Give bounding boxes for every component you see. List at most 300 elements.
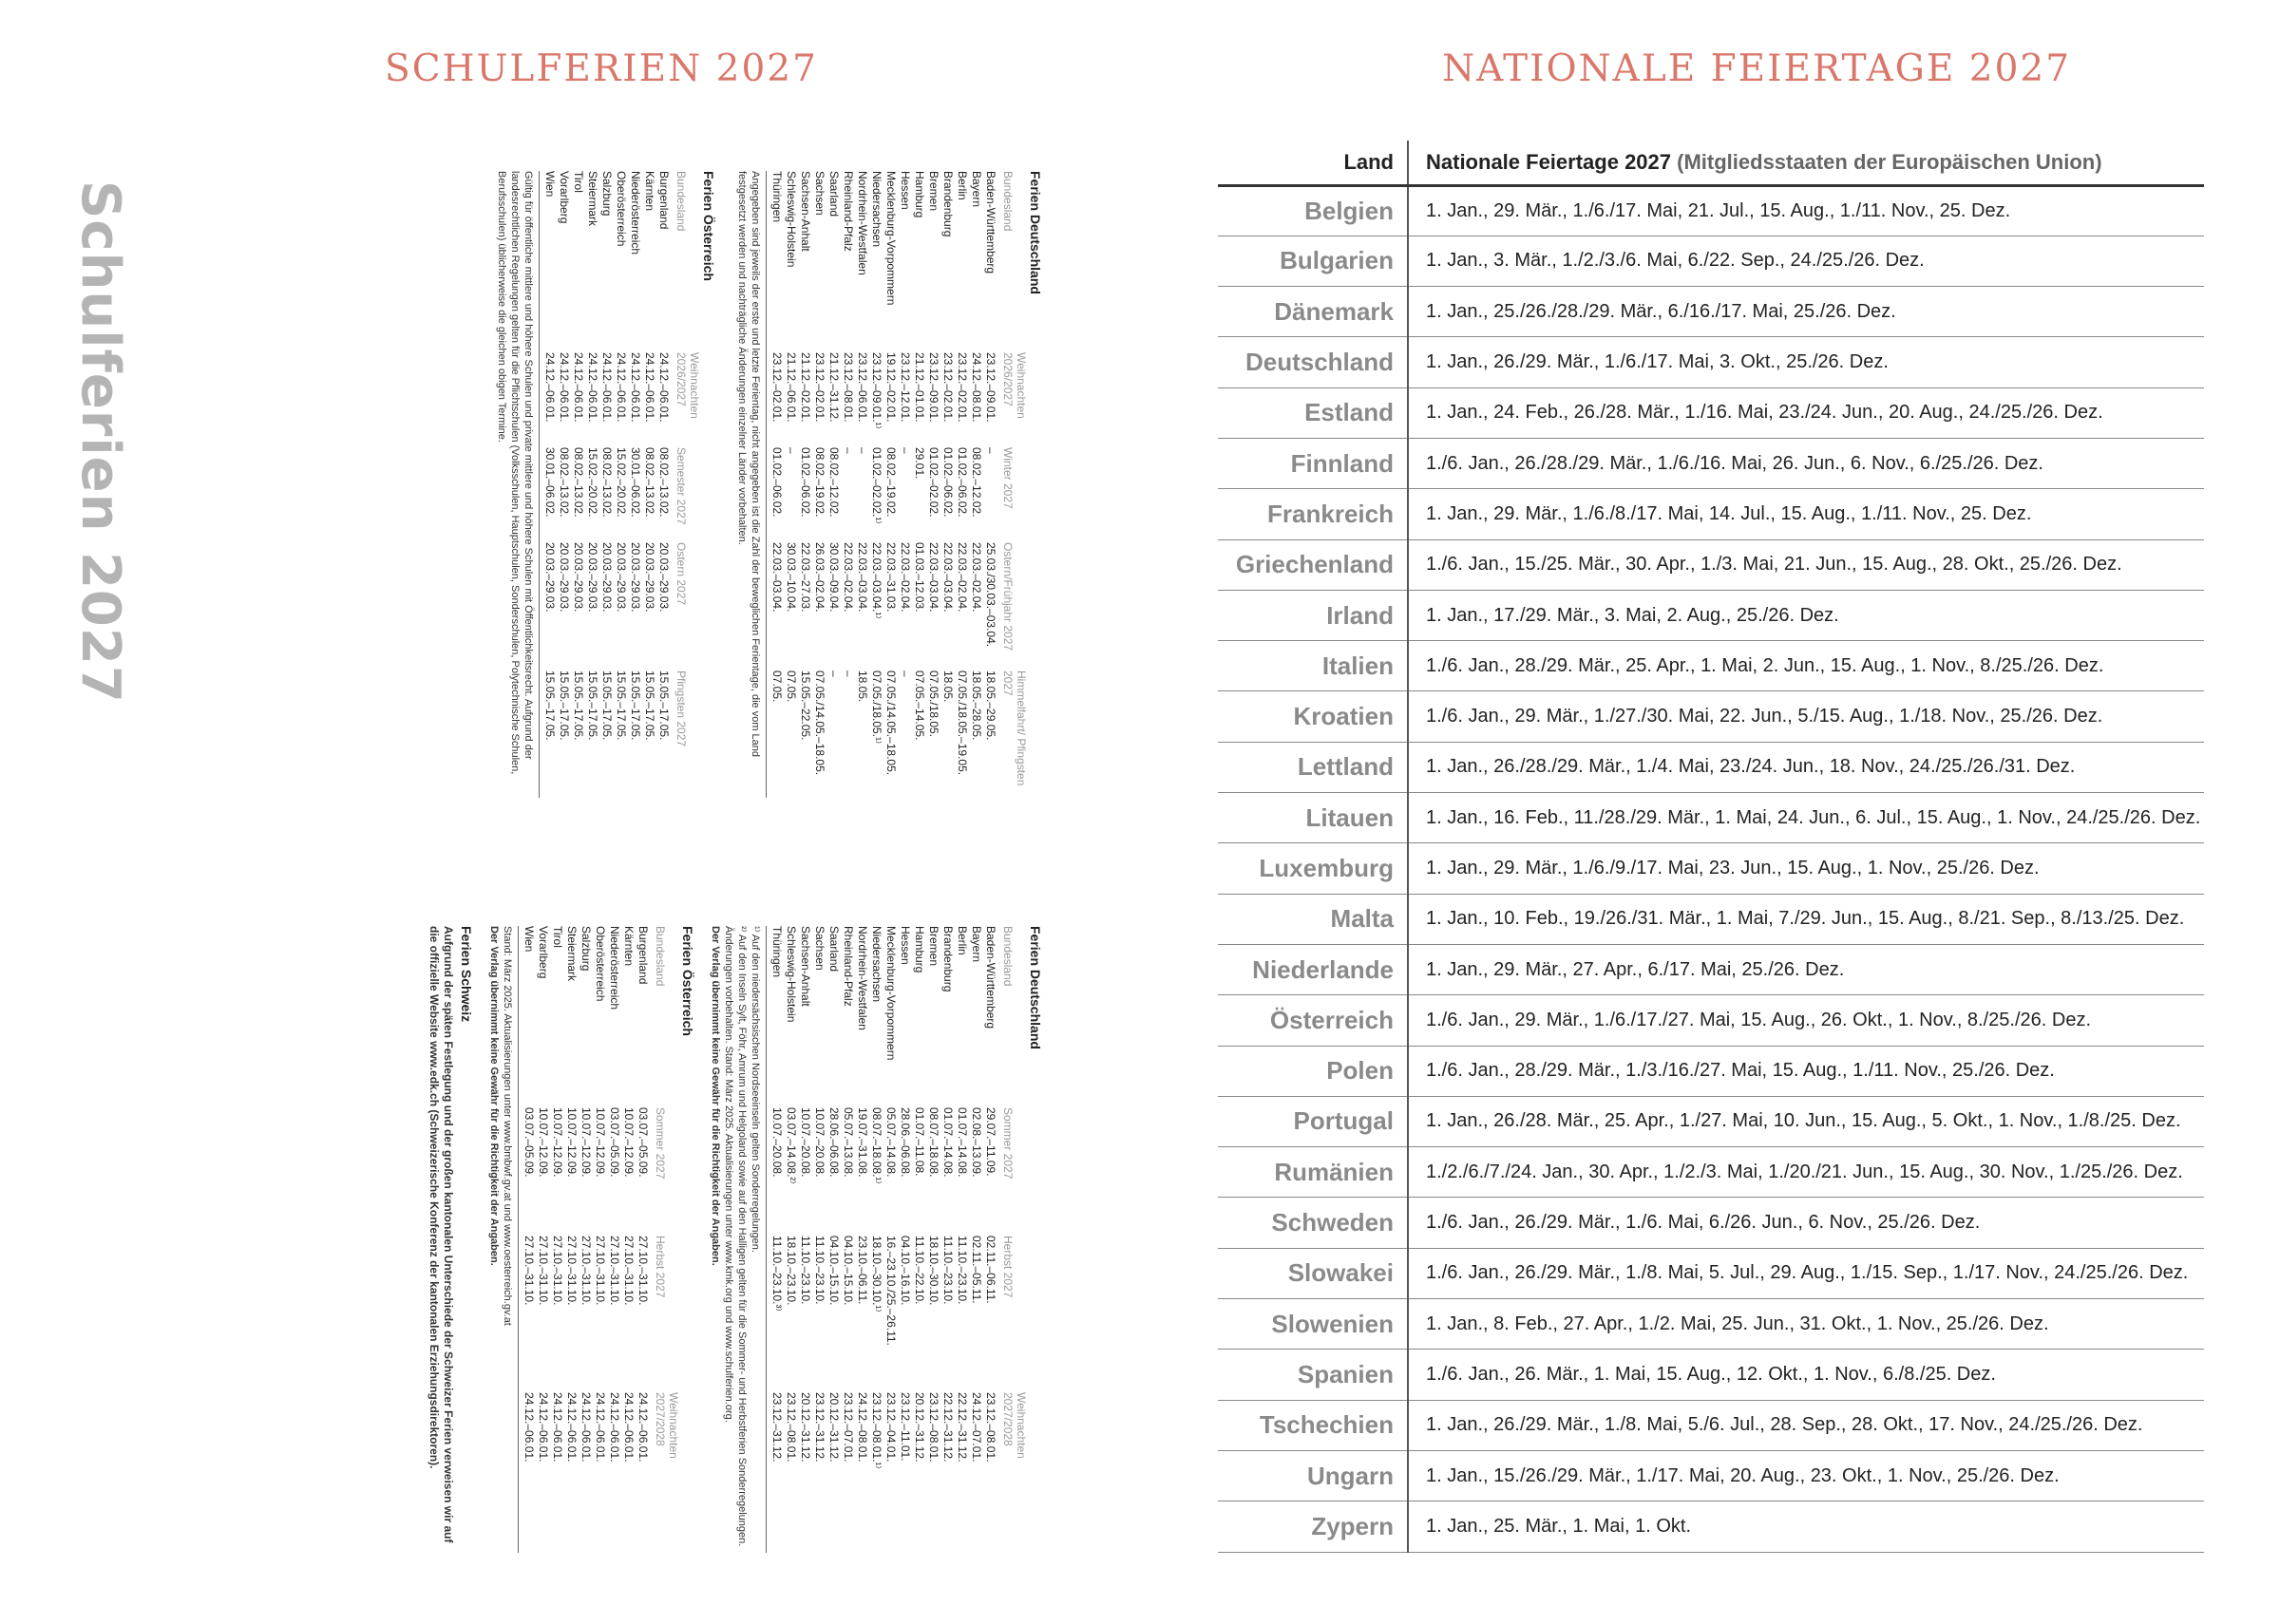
holiday-period: 01.02.–02.02.: [927, 447, 940, 518]
state-name: Baden-Württemberg: [984, 171, 998, 274]
table-row: [1218, 641, 2204, 691]
state-name: Wien: [543, 171, 557, 198]
state-name: Thüringen: [770, 171, 784, 223]
holiday-period: 22.03.–02.04.: [899, 542, 912, 613]
table-row: [614, 171, 628, 793]
austria-title-a: Ferien Österreich: [701, 171, 716, 281]
holiday-period: 18.05.: [941, 670, 955, 703]
holiday-period: 20.03.–29.03.: [643, 542, 656, 613]
holiday-period: 23.12.–11.01.: [899, 1392, 912, 1462]
table-row: [940, 926, 955, 1515]
holiday-period: 03.07.–05.09.: [522, 1107, 536, 1178]
austria-disclaimer-b: [487, 926, 501, 1553]
holiday-period: 22.03.–03.04.: [856, 542, 869, 613]
holiday-period: 27.10.–31.10.: [636, 1236, 650, 1306]
state-name: Tirol: [572, 171, 585, 193]
holiday-period: 20.03.–29.03.: [600, 542, 614, 613]
holiday-period: 22.03.–03.04.: [941, 542, 955, 613]
germany-subtitle-a: Bundesland: [1001, 171, 1015, 232]
table-row: [841, 926, 855, 1515]
germany-footnotes-b: ¹⁾ Auf den niedersächsischen Nordseeinseln gelten Sonderregelungen. ²⁾ Auf den Inseln Sylt, Föhr, Amrum und Helgoland sowie auf den Halligen gelten für die Sommer- und Herbstferien Sonderregelungen. Änderungen vorbehalten. Stand: März 2025. Aktualisierungen unter www.kmk.org und www.schulferien.org.: [723, 926, 761, 1547]
table-row: [1218, 590, 2204, 640]
table-row: [969, 171, 983, 793]
table-row: [798, 171, 812, 793]
holiday-period: 22.03.–03.04.: [927, 542, 940, 613]
holiday-period: 07.05./14.05.–18.05.: [813, 670, 826, 776]
switzerland-note: [427, 926, 455, 1553]
holiday-period: 08.02.–13.02.: [657, 447, 671, 518]
holiday-dates: 1. Jan., 15./26./29. Mär., 1./17. Mai, 20. Aug., 23. Okt., 1. Nov., 25./26. Dez.: [1408, 1450, 2204, 1501]
state-name: Thüringen: [770, 926, 784, 978]
disclaimer-text: Der Verlag übernimmt keine Gewähr für die Richtigkeit der Angaben.: [488, 926, 500, 1266]
holiday-dates: 1. Jan., 16. Feb., 11./28./29. Mär., 1. Mai, 24. Jun., 6. Jul., 15. Aug., 1. Nov., 24./25./26. Dez.: [1408, 793, 2204, 843]
column-header: Herbst 2027: [654, 1236, 667, 1298]
state-name: Rheinland-Pfalz: [842, 171, 855, 252]
state-name: Tirol: [551, 926, 564, 948]
table-row: [1218, 287, 2204, 337]
holiday-dates: 1./6. Jan., 15./25. Mär., 30. Apr., 1./3. Mai, 21. Jun., 15. Aug., 28. Okt., 25./26. Dez.: [1408, 539, 2204, 590]
country-name: Tschechien: [1218, 1400, 1408, 1450]
country-name: Slowakei: [1218, 1248, 1408, 1298]
holiday-period: 22.12.–31.12.: [956, 1392, 969, 1463]
holiday-dates: 1. Jan., 29. Mär., 1./6./17. Mai, 21. Jul., 15. Aug., 1./11. Nov., 25. Dez.: [1408, 185, 2204, 236]
holiday-period: 20.03.–29.03.: [657, 542, 671, 613]
column-header: Weihnachten 2026/2027: [674, 352, 701, 419]
table-row: [955, 926, 969, 1515]
country-name: Portugal: [1218, 1096, 1408, 1146]
holiday-period: 07.05./18.05.–19.05.: [956, 670, 969, 776]
divider: [539, 171, 540, 798]
holiday-period: 24.12.–06.01.: [580, 1392, 593, 1463]
table-row: [550, 926, 564, 1515]
holiday-period: 15.05.–17.05.: [600, 670, 614, 741]
school-holidays-panel-b: [179, 926, 1043, 1553]
holiday-period: 04.10.–15.10.: [842, 1236, 855, 1306]
table-row: [869, 926, 884, 1515]
holiday-period: 15.05.–17.05.: [572, 670, 585, 741]
holiday-period: 27.10.–31.10.: [565, 1236, 579, 1306]
state-name: Vorarlberg: [537, 926, 550, 979]
holiday-period: 10.07.–20.08.: [813, 1107, 826, 1178]
holiday-period: 20.03.–29.03.: [586, 542, 599, 613]
country-name: Irland: [1218, 590, 1408, 640]
holiday-period: 10.07.–12.09.: [537, 1107, 550, 1178]
holiday-dates: 1./6. Jan., 29. Mär., 1./27./30. Mai, 22. Jun., 5./15. Aug., 1./18. Nov., 25./26. Dez.: [1408, 691, 2204, 742]
holiday-period: –: [842, 447, 855, 454]
holiday-period: 15.05.–17.05.: [657, 670, 671, 741]
country-name: Belgien: [1218, 185, 1408, 236]
holiday-period: 23.12.–08.01.: [984, 1392, 998, 1463]
table-row: [536, 926, 550, 1515]
holiday-rows: [1218, 185, 2204, 1552]
state-name: Sachsen-Anhalt: [799, 926, 812, 1007]
holiday-period: 27.10.–31.10.: [522, 1236, 536, 1306]
holiday-period: 20.03.–29.03.: [572, 542, 585, 613]
holiday-period: 08.07.–18.08.¹⁾: [870, 1107, 884, 1184]
holiday-period: 24.12.–06.01.: [586, 352, 599, 423]
table-row: [1218, 1501, 2204, 1552]
holiday-period: 23.12.–12.01.: [899, 352, 912, 423]
table-row: [642, 171, 656, 793]
state-name: Bayern: [970, 926, 983, 963]
state-name: Wien: [522, 926, 536, 953]
holiday-period: 24.12.–06.01.: [615, 352, 628, 423]
holiday-period: 23.10.–06.11.: [856, 1236, 869, 1305]
table-row: [522, 926, 536, 1515]
country-name: Polen: [1218, 1046, 1408, 1096]
table-row: [912, 926, 926, 1515]
table-row: [1218, 1248, 2204, 1298]
state-name: Brandenburg: [941, 926, 955, 992]
table-row: [1218, 691, 2204, 742]
holiday-period: 04.10.–16.10.: [899, 1236, 912, 1306]
state-name: Schleswig-Holstein: [785, 171, 798, 268]
school-holidays-panel-a: [179, 171, 1043, 798]
austria-subtitle-b: Bundesland: [654, 926, 667, 987]
austria-footnote-b: Stand: März 2025. Aktualisierungen unter www.bmbwf.gv.at und www.oesterreich.gv.at: [502, 926, 513, 1326]
table-row: [1218, 1350, 2204, 1400]
holiday-period: 24.12.–06.01.: [622, 1392, 636, 1463]
holiday-dates: 1. Jan., 10. Feb., 19./26./31. Mär., 1. Mai, 7./29. Jun., 15. Aug., 8./21. Sep., 8./13./25. Dez.: [1408, 894, 2204, 944]
state-name: Saarland: [827, 171, 841, 217]
holiday-period: 20.03.–29.03.: [615, 542, 628, 613]
table-row: [1218, 1096, 2204, 1146]
holiday-period: 01.07.–14.08.: [956, 1107, 969, 1178]
table-row: [926, 926, 940, 1515]
state-name: Baden-Württemberg: [984, 926, 998, 1029]
national-holidays-table: [1218, 141, 2204, 1553]
divider: [766, 171, 767, 798]
holiday-period: 18.10.–23.10.: [785, 1236, 798, 1306]
austria-rows-b: [522, 926, 650, 1515]
table-row: [557, 171, 571, 793]
table-row: [1218, 1147, 2204, 1198]
state-name: Steiermark: [565, 926, 579, 982]
table-row: [571, 171, 585, 793]
holiday-period: 22.03.–31.03.: [884, 542, 898, 613]
dates-header-main: Nationale Feiertage 2027: [1426, 149, 1672, 174]
table-row: [940, 171, 955, 793]
holiday-period: 05.07.–14.08.: [884, 1107, 898, 1178]
holiday-period: 02.11.–06.11.: [984, 1236, 998, 1304]
table-row: [884, 926, 898, 1515]
table-row: [593, 926, 607, 1515]
state-name: Berlin: [956, 926, 969, 955]
state-name: Niederösterreich: [629, 171, 642, 255]
holiday-period: 23.12.–08.01.¹⁾: [870, 1392, 884, 1469]
state-name: Berlin: [956, 171, 969, 200]
table-row: [656, 171, 671, 793]
table-row: [1218, 995, 2204, 1046]
table-row: [1218, 337, 2204, 387]
state-name: Nordrhein-Westfalen: [856, 926, 869, 1030]
table-header-row: [1218, 141, 2204, 185]
holiday-period: 27.10.–31.10.: [622, 1236, 636, 1306]
holiday-dates: 1. Jan., 25. Mär., 1. Mai, 1. Okt.: [1408, 1501, 2204, 1552]
holiday-period: 10.07.–20.08.: [770, 1107, 784, 1178]
holiday-period: 10.07.–12.09.: [622, 1107, 636, 1178]
holiday-period: 24.12.–08.01.: [970, 352, 983, 423]
austria-table-a: [542, 171, 701, 793]
holiday-period: 20.03.–29.03.: [629, 542, 642, 613]
state-name: Hessen: [899, 926, 912, 965]
holiday-period: 15.05.–17.05.: [558, 670, 571, 741]
holiday-dates: 1. Jan., 26./28. Mär., 25. Apr., 1./27. Mai, 10. Jun., 15. Aug., 5. Okt., 1. Nov., 1./8./25. Dez.: [1408, 1096, 2204, 1146]
table-row: [1218, 236, 2204, 286]
dates-header-muted: (Mitgliedsstaaten der Europäischen Union): [1677, 149, 2102, 174]
state-name: Sachsen-Anhalt: [799, 171, 812, 252]
state-name: Hamburg: [913, 926, 926, 973]
holiday-period: 10.07.–12.09.: [580, 1107, 593, 1178]
holiday-period: –: [984, 447, 998, 454]
holiday-dates: 1. Jan., 29. Mär., 1./6./9./17. Mai, 23. Jun., 15. Aug., 1. Nov., 25./26. Dez.: [1408, 843, 2204, 894]
holiday-period: 02.11.–05.11.: [970, 1236, 983, 1304]
country-name: Malta: [1218, 894, 1408, 944]
table-row: [1218, 793, 2204, 843]
holiday-period: 23.12.–08.01.: [927, 1392, 940, 1463]
holiday-period: 23.12.–09.01.: [984, 352, 998, 423]
holiday-period: 23.12.–04.01.: [884, 1392, 898, 1463]
holiday-period: 03.07.–14.08.²⁾: [785, 1107, 798, 1184]
country-name: Estland: [1218, 387, 1408, 438]
holiday-period: 22.03.–02.04.: [842, 542, 855, 613]
table-row: [1218, 1450, 2204, 1501]
holiday-period: 30.01.–06.02.: [543, 447, 557, 518]
table-row: [1218, 1299, 2204, 1350]
holiday-period: 23.12.–02.01.: [813, 352, 826, 423]
country-name: Bulgarien: [1218, 236, 1408, 286]
holiday-dates: 1. Jan., 29. Mär., 1./6./8./17. Mai, 14. Jul., 15. Aug., 1./11. Nov., 25. Dez.: [1408, 489, 2204, 539]
holiday-period: 21.12.–31.12.: [827, 352, 841, 423]
holiday-period: 27.10.–31.10.: [594, 1236, 607, 1306]
holiday-dates: 1./2./6./7./24. Jan., 30. Apr., 1./2./3. Mai, 1./20./21. Jun., 15. Aug., 30. Nov., 1./25./26. Dez.: [1408, 1147, 2204, 1198]
holiday-period: 15.02.–20.02.: [586, 447, 599, 518]
holiday-period: 07.05./14.05.–18.05.: [884, 670, 898, 776]
holiday-period: 03.07.–05.09.: [608, 1107, 621, 1178]
holiday-period: 30.03.–10.04.: [785, 542, 798, 613]
germany-section-b: [709, 926, 1043, 1553]
holiday-period: 23.12.–08.01.: [785, 1392, 798, 1463]
holiday-period: 23.12.–02.01.: [956, 352, 969, 423]
vertical-title-wrap: [69, 180, 133, 704]
state-name: Mecklenburg-Vorpommern: [884, 926, 898, 1061]
state-name: Oberösterreich: [615, 171, 628, 247]
holiday-period: 05.07.–13.08.: [842, 1107, 855, 1178]
table-row: [770, 171, 784, 793]
country-name: Italien: [1218, 641, 1408, 691]
holiday-period: 08.07.–18.08.: [927, 1107, 940, 1178]
holiday-period: 15.05.–17.05.: [629, 670, 642, 741]
holiday-period: 18.05.–28.05.: [970, 670, 983, 741]
table-row: [770, 926, 784, 1515]
state-name: Bremen: [927, 171, 940, 212]
holiday-period: 01.07.–11.08.: [913, 1107, 926, 1177]
holiday-period: 07.05.–14.05.: [913, 670, 926, 741]
holiday-period: 15.02.–20.02.: [615, 447, 628, 518]
column-header: Winter 2027: [1001, 447, 1015, 509]
holiday-period: 22.03.–27.03.: [799, 542, 812, 613]
state-name: Bremen: [927, 926, 940, 967]
holiday-period: 24.12.–06.01.: [600, 352, 614, 423]
holiday-period: 02.08.–13.09.: [970, 1107, 983, 1178]
holiday-period: 11.10.–23.10.: [941, 1236, 955, 1305]
holiday-period: 21.12.–01.01.: [913, 352, 926, 423]
holiday-dates: 1. Jan., 26./29. Mär., 1./8. Mai, 5./6. Jul., 28. Sep., 28. Okt., 17. Nov., 24./25./26. Dez.: [1408, 1400, 2204, 1450]
holiday-period: 11.10.–22.10.: [913, 1236, 926, 1305]
table-row: [564, 926, 579, 1515]
holiday-period: 11.10.–23.10.: [799, 1236, 812, 1305]
holiday-dates: 1./6. Jan., 26./29. Mär., 1./8. Mai, 5. Jul., 29. Aug., 1./15. Sep., 1./17. Nov., 24./25./26. Dez.: [1408, 1248, 2204, 1298]
austria-section-a: [495, 171, 716, 798]
holiday-dates: 1. Jan., 17./29. Mär., 3. Mai, 2. Aug., 25./26. Dez.: [1408, 590, 2204, 640]
holiday-period: 22.03.–03.04.: [770, 542, 784, 613]
holiday-period: 23.12.–02.01.: [770, 352, 784, 423]
country-name: Rumänien: [1218, 1147, 1408, 1198]
holiday-period: 15.05.–17.05.: [543, 670, 557, 741]
table-row: [912, 171, 926, 793]
state-name: Vorarlberg: [558, 171, 571, 224]
table-row: [812, 171, 826, 793]
holiday-period: 07.05./18.05.: [927, 670, 940, 738]
holiday-period: 24.12.–06.01.: [551, 1392, 564, 1463]
holiday-period: 11.10.–23.10.: [956, 1236, 969, 1305]
holiday-period: 20.03.–29.03.: [558, 542, 571, 613]
table-row: [926, 171, 940, 793]
holiday-period: 18.05.: [856, 670, 869, 703]
holiday-period: 11.10.–23.10.³⁾: [770, 1236, 784, 1312]
state-name: Bayern: [970, 171, 983, 208]
country-name: Dänemark: [1218, 287, 1408, 337]
table-row: [955, 171, 969, 793]
holiday-period: 23.12.–07.01.: [842, 1392, 855, 1463]
germany-subtitle-b: Bundesland: [1001, 926, 1015, 987]
table-row: [628, 171, 642, 793]
holiday-period: 16.–23.10./25.–26.11.: [884, 1236, 898, 1346]
divider: [766, 926, 767, 1553]
holiday-period: 23.12.–09.01.¹⁾: [870, 352, 884, 429]
holiday-period: 20.03.–29.03.: [543, 542, 557, 613]
holiday-period: –: [899, 670, 912, 677]
table-row: [1218, 742, 2204, 792]
state-name: Oberösterreich: [594, 926, 607, 1002]
column-header: Sommer 2027: [1001, 1107, 1015, 1180]
holiday-period: 20.12.–31.12.: [827, 1392, 841, 1463]
state-name: Saarland: [827, 926, 841, 973]
holiday-period: 24.12.–06.01.: [558, 352, 571, 423]
germany-title-b: Ferien Deutschland: [1028, 926, 1043, 1049]
disclaimer-text: Der Verlag übernimmt keine Gewähr für die Richtigkeit der Angaben.: [710, 926, 721, 1266]
state-name: Brandenburg: [941, 171, 955, 237]
state-name: Kärnten: [643, 171, 656, 212]
country-name: Schweden: [1218, 1198, 1408, 1248]
germany-disclaimer-b: [709, 926, 722, 1553]
holiday-period: 28.06.–06.08.: [827, 1107, 841, 1178]
table-row: [1218, 1198, 2204, 1248]
austria-note-a: Gültig für öffentliche mittlere und höhere Schulen und private mittlere und höhere Schulen mit Öffentlichkeitsrecht. Aufgrund der landesrechtlichen Regelungen gelten für die Pflichtschulen (Volksschulen, Hauptschulen, Sonderschulen, Polytechnische Schulen, Berufsschulen) üblicherweise die gleichen obigen Termine.: [496, 171, 534, 775]
table-row: [585, 171, 599, 793]
germany-section-a: [735, 171, 1043, 798]
holiday-period: 23.12.–09.01.: [927, 352, 940, 423]
table-row: [599, 171, 614, 793]
holiday-dates: 1. Jan., 26./28./29. Mär., 1./4. Mai, 23./24. Jun., 18. Nov., 24./25./26./31. Dez.: [1408, 742, 2204, 792]
holiday-period: 27.10.–31.10.: [608, 1236, 621, 1306]
table-row: [983, 926, 998, 1515]
holiday-period: 24.12.–06.01.: [565, 1392, 579, 1463]
holiday-period: 01.02.–02.02.¹⁾: [870, 447, 884, 524]
holiday-period: 04.10.–15.10.: [827, 1236, 841, 1306]
holiday-period: 11.10.–23.10.: [813, 1236, 826, 1305]
table-row: [855, 171, 869, 793]
holiday-period: 07.05.: [785, 670, 798, 703]
holiday-period: 03.07.–05.09.: [636, 1107, 650, 1178]
holiday-period: 08.02.–13.02.: [643, 447, 656, 518]
holiday-period: 15.05.–17.05.: [586, 670, 599, 741]
holiday-period: 24.12.–06.01.: [522, 1392, 536, 1463]
table-row: [1218, 1046, 2204, 1096]
holiday-period: 24.12.–06.01.: [657, 352, 671, 423]
country-name: Ungarn: [1218, 1450, 1408, 1501]
state-name: Schleswig-Holstein: [785, 926, 798, 1023]
holiday-period: 22.03.–03.04.¹⁾: [870, 542, 884, 619]
holiday-period: 19.12.–02.01.: [884, 352, 898, 423]
table-row: [1218, 438, 2204, 488]
left-page-title: SCHULFERIEN 2027: [385, 47, 818, 90]
state-name: Salzburg: [580, 926, 593, 972]
germany-table-b: [770, 926, 1028, 1515]
holiday-dates: 1. Jan., 3. Mär., 1./2./3./6. Mai, 6./22. Sep., 24./25./26. Dez.: [1408, 236, 2204, 286]
right-page-title: NATIONALE FEIERTAGE 2027: [1442, 47, 2072, 90]
state-name: Burgenland: [636, 926, 650, 985]
country-name: Kroatien: [1218, 691, 1408, 742]
holiday-period: 01.02.–06.02.: [770, 447, 784, 518]
austria-title-b: Ferien Österreich: [680, 926, 695, 1036]
holiday-period: 30.03.–09.04.: [827, 542, 841, 613]
column-header: Weihnachten 2027/2028: [1001, 1392, 1028, 1459]
country-name: Spanien: [1218, 1350, 1408, 1400]
table-row: [636, 926, 650, 1515]
state-name: Sachsen: [813, 171, 826, 216]
holiday-period: 01.02.–06.02.: [941, 447, 955, 518]
holiday-period: 24.12.–06.01.: [537, 1392, 550, 1463]
austria-section-b: [487, 926, 695, 1553]
holiday-period: 24.12.–08.01.: [856, 1392, 869, 1463]
table-row: [898, 171, 912, 793]
country-name: Slowenien: [1218, 1299, 1408, 1350]
holiday-period: 01.02.–06.02.: [956, 447, 969, 518]
column-header: Weihnachten 2026/2027: [1001, 352, 1028, 419]
germany-title-a: Ferien Deutschland: [1028, 171, 1043, 294]
holiday-period: 08.02.–12.02.: [827, 447, 841, 518]
state-name: Nordrhein-Westfalen: [856, 171, 869, 275]
table-row: [607, 926, 621, 1515]
state-name: Hessen: [899, 171, 912, 210]
column-header: Herbst 2027: [1001, 1236, 1015, 1298]
table-row: [1218, 387, 2204, 438]
holiday-dates: 1./6. Jan., 26./28./29. Mär., 1./6./16. Mai, 26. Jun., 6. Nov., 6./25./26. Dez.: [1408, 438, 2204, 488]
holiday-period: 19.07.–31.08.: [856, 1107, 869, 1178]
table-row: [542, 171, 557, 793]
holiday-period: 21.12.–06.01.: [785, 352, 798, 423]
holiday-period: 29.07.–11.09.: [984, 1107, 998, 1177]
state-name: Burgenland: [657, 171, 671, 230]
austria-rows-a: [542, 171, 671, 793]
column-header: Semester 2027: [674, 447, 688, 525]
holiday-period: 23.12.–31.12.: [770, 1392, 784, 1463]
divider: [518, 926, 519, 1553]
country-name: Litauen: [1218, 793, 1408, 843]
holiday-period: 24.12.–06.01.: [608, 1392, 621, 1463]
table-row: [621, 926, 636, 1515]
